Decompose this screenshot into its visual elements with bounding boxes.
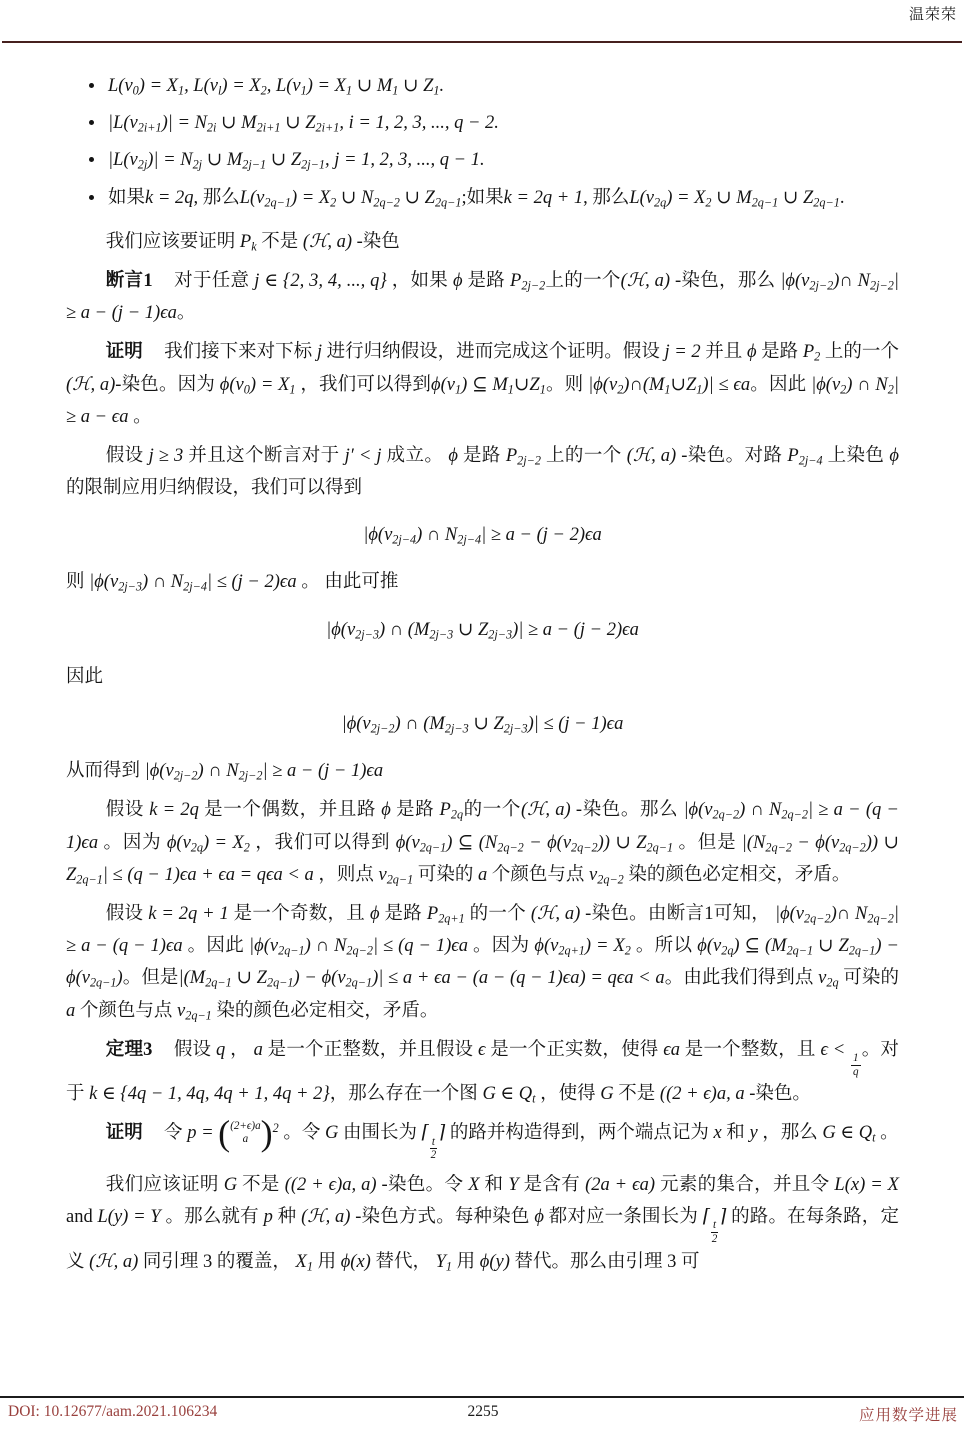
theorem-3-label: 定理3	[105, 1039, 153, 1060]
conclude-paragraph: 从而得到 $|\phi(v_{2j-2})$ ∩ $N_{2j-2}| \ge a - (j - 1)\epsilon a$	[66, 761, 384, 783]
header-rule	[2, 41, 962, 43]
condition-list	[82, 70, 899, 214]
page-footer	[8, 1403, 958, 1425]
final-paragraph: 我们应该证明 G 不是 ((2 + ϵ)a, a) -染色。令 X 和 Y 是含有 (2a + ϵa) 元素的集合，并且令 L(x) = X and L(y) = Y 。那么就有 p 种 (ℋ, a) -染色方式。每种染色 ϕ 都对应一条围长为 ⌈ $\frac{t}{2}$ ⌉ 的路。在每条路，定义 (ℋ, a) 同引理 3 的覆盖， $X_1$ 用 ϕ(x) 替代， $Y_1$ 用 ϕ(y) 替代。那么由引理 3 可	[66, 1175, 899, 1274]
list-item: • $|L(v_{2i+1})| = N_{2i}$ ∪ $M_{2i+1}$ ∪ $Z_{2i+1}$, i = 1, 2, 3, ..., q − 2.	[106, 107, 899, 139]
goal-paragraph: 我们应该要证明 $P_k$ 不是 (ℋ, a) -染色	[105, 231, 400, 254]
claim-1-paragraph	[66, 265, 899, 329]
claim-1-label: 断言1	[105, 270, 153, 291]
display-equation-2: $|\phi(v_{2j-3})$ ∩ ($M_{2j-3}$ ∪ $Z_{2j-3})| \ge a - (j - 2)\epsilon a$	[326, 619, 639, 642]
footer-rule	[0, 1396, 964, 1398]
theorem-3-text: 假设 q ， a 是一个正整数，并且假设 ϵ 是一个正实数，使得 ϵa 是一个整数，且 ϵ < $\frac{1}{q}$ 。对于 k ∈ {4q − 1, 4q, 4q + 1, 4q + 2}，那么存在一个图 G ∈ $Q_t$ ，使得 G 不是 ((2 + ϵ)a, a -染色。	[66, 1039, 899, 1106]
proof-2-label: 证明	[105, 1123, 143, 1144]
footer-doi: DOI: 10.12677/aam.2021.106234	[8, 1403, 218, 1420]
footer-journal: 应用数学进展	[858, 1407, 958, 1424]
running-head-author: 温荣荣	[908, 7, 957, 23]
display-equation-1: $|\phi(v_{2j-4})$ ∩ $N_{2j-4}| \ge a - (j - 2)\epsilon a$	[363, 525, 602, 547]
proof-1-text: 我们接下来对下标 j 进行归纳假设，进而完成这个证明。假设 j = 2 并且 ϕ 是路 $P_2$ 上的一个(ℋ, a)-染色。因为 $\phi(v_0) = X_1$ ，我们可以得到$\phi(v_1)$ ⊆ $M_1\cup Z_1$。则 $|\phi(v_2)\cap(M_1\cup Z_1)| \le \epsilon a$。因此 $|\phi(v_2)$ ∩ $N_2| \ge a - \epsilon a$ 。	[66, 342, 899, 427]
page-body	[66, 60, 899, 1278]
even-case-paragraph: 假设 k = 2q 是一个偶数，并且路 ϕ 是路 $P_{2q}$的一个(ℋ, a) -染色。那么 $|\phi(v_{2q-2})$ ∩ $N_{2q-2}| \ge a - (q - 1)\epsilon a$ 。因为 $\phi(v_{2q}) = X_2$ ，我们可以得到 $\phi(v_{2q-1})$ ⊆ $(N_{2q-2} - \phi(v_{2q-2}))$ ∪ $Z_{2q-1}$ 。但是 $|(N_{2q-2} - \phi(v_{2q-2}))$ ∪ $Z_{2q-1}| \le (q - 1)\epsilon a + \epsilon a = q\epsilon a < a$ ，则点 $v_{2q-1}$ 可染的 a 个颜色与点 $v_{2q-2}$ 染的颜色必定相交，矛盾。	[66, 800, 899, 887]
proof-1-label: 证明	[105, 342, 143, 363]
then-paragraph: 则 $|\phi(v_{2j-3})$ ∩ $N_{2j-4}| \le (j - 2)\epsilon a$ 。 由此可推	[66, 572, 399, 594]
induction-paragraph: 假设 j ≥ 3 并且这个断言对于 j′ < j 成立。 ϕ 是路 $P_{2j-2}$ 上的一个 (ℋ, a) -染色。对路 $P_{2j-4}$ 上染色 ϕ 的限制应用归纳假设，我们可以得到	[66, 445, 899, 499]
proof-1-paragraph	[66, 336, 899, 433]
odd-case-paragraph: 假设 k = 2q + 1 是一个奇数，且 ϕ 是路 $P_{2q+1}$ 的一个 (ℋ, a) -染色。由断言1可知， $|\phi(v_{2q-2})\cap$ $N_{2q-2}| \ge a - (q - 1)\epsilon a$ 。因此 $|\phi(v_{2q-1})$ ∩ $N_{2q-2}| \le (q - 1)\epsilon a$ 。因为 $\phi(v_{2q+1}) = X_2$ 。所以 $\phi(v_{2q})$ ⊆ ($M_{2q-1}$ ∪ $Z_{2q-1}) - \phi(v_{2q-1})$。但是$|(M_{2q-1}$ ∪ $Z_{2q-1}) - \phi(v_{2q-1})| \le a + \epsilon a - (a - (q - 1)\epsilon a) = q\epsilon a < a$。由此我们得到点 $v_{2q}$ 可染的 a 个颜色与点 $v_{2q-1}$ 染的颜色必定相交，矛盾。	[66, 903, 899, 1022]
display-equation-3: $|\phi(v_{2j-2})$ ∩ ($M_{2j-3}$ ∪ $Z_{2j-3})| \le (j - 1)\epsilon a$	[341, 714, 624, 736]
list-item: • 如果k = 2q, 那么$L(v_{2q-1}) = X_2$ ∪ $N_{2q-2}$ ∪ $Z_{2q-1}$;如果k = 2q + 1, 那么$L(v_{2q}) = X_2$ ∪ $M_{2q-1}$ ∪ $Z_{2q-1}$.	[106, 182, 899, 214]
list-item: • $|L(v_{2j})| = N_{2j}$ ∪ $M_{2j-1}$ ∪ $Z_{2j-1}$, j = 1, 2, 3, ..., q − 1.	[106, 144, 899, 176]
theorem-3-paragraph	[66, 1034, 899, 1111]
proof-2-text: 令 p = ( (2+ϵ)a a ) $^2$ 。令 G 由围长为 ⌈ $\frac{t}{2}$ ⌉ 的路并构造得到，两个端点记为 x 和 y ，那么 G ∈ $Q_t$ 。	[164, 1112, 899, 1162]
footer-page-number: 2255	[467, 1403, 499, 1420]
proof-2-paragraph	[66, 1112, 899, 1162]
list-item: • $L(v_0) = X_1$, $L(v_l) = X_2$, $L(v_1) = X_1$ ∪ $M_1$ ∪ $Z_1$.	[106, 70, 899, 102]
thus-paragraph: 因此	[66, 666, 104, 687]
claim-1-text: 对于任意 j ∈ {2, 3, 4, ..., q} ，如果 ϕ 是路 $P_{2j-2}$上的一个(ℋ, a) -染色，那么 $|\phi(v_{2j-2})\cap$ $N_{2j-2}| \ge a - (j - 1)\epsilon a$。	[66, 270, 899, 324]
